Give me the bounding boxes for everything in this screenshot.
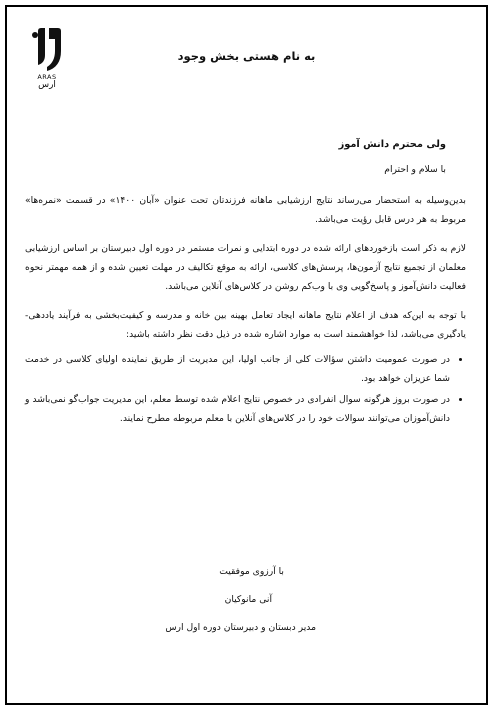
letter-body <box>25 135 466 430</box>
paragraph-1: بدین‌وسیله به استحضار می‌رساند نتایج ارزشیابی ماهانه فرزندتان تحت عنوان «آبان ۱۴۰۰» در قسمت «نمره‌ها» مربوط به هر درس قابل رؤیت می‌باشد. <box>25 195 466 225</box>
school-logo-icon <box>29 27 65 73</box>
school-logo <box>29 27 65 93</box>
letter-page <box>5 5 488 705</box>
closing-text: با آرزوی موفقیت <box>219 566 284 577</box>
paragraph-2: لازم به ذکر است بازخوردهای ارائه شده در دوره ابتدایی و نمرات مستمر در دوره اول دبیرستان بر اساس ارزشیابی معلمان از تجمیع نتایج آزمون‌ها، پرسش‌های کلاسی، ارائه به موقع تکالیف در مهلت تعیین شده و از همه مهمتر نحوه فعالیت دانش‌آموز و پاسخ‌گویی وی با وب‌کم روشن در کلاس‌های آنلاین می‌باشد. <box>25 243 466 292</box>
signer-name: آنی مانوکیان <box>224 594 272 605</box>
logo-latin-text: ARAS <box>37 73 57 81</box>
signer-role: مدیر دبستان و دبیرستان دوره اول ارس <box>165 622 316 633</box>
page-title: به نام هستی بخش وجود <box>177 49 316 63</box>
list-item: • در صورت بروز هرگونه سوال انفرادی در خصوص نتایج اعلام شده توسط معلم، این مدیریت جواب‌گو نمی‌باشد و دانش‌آموزان می‌توانند سوالات خود را در کلاس‌های آنلاین با معلم مربوطه مطرح نمایند. <box>25 390 450 428</box>
paragraph-3: با توجه به این‌که هدف از اعلام نتایج ماهانه ایجاد تعامل بهینه بین خانه و مدرسه و کیفیت‌بخشی به فرآیند یاددهی- یادگیری می‌باشد، لذا خواهشمند است به موارد اشاره شده در ذیل دقت نظر داشته باشید: <box>25 310 466 340</box>
bullet-list <box>25 350 466 428</box>
salutation: ولی محترم دانش آموز <box>338 139 446 150</box>
list-item: • در صورت عمومیت داشتن سؤالات کلی از جانب اولیا، این مدیریت از طریق نماینده اولیای کلاسی در خدمت شما عزیزان خواهد بود. <box>25 350 450 388</box>
greeting: با سلام و احترام <box>384 164 446 175</box>
logo-persian-text: ارس <box>38 80 56 90</box>
